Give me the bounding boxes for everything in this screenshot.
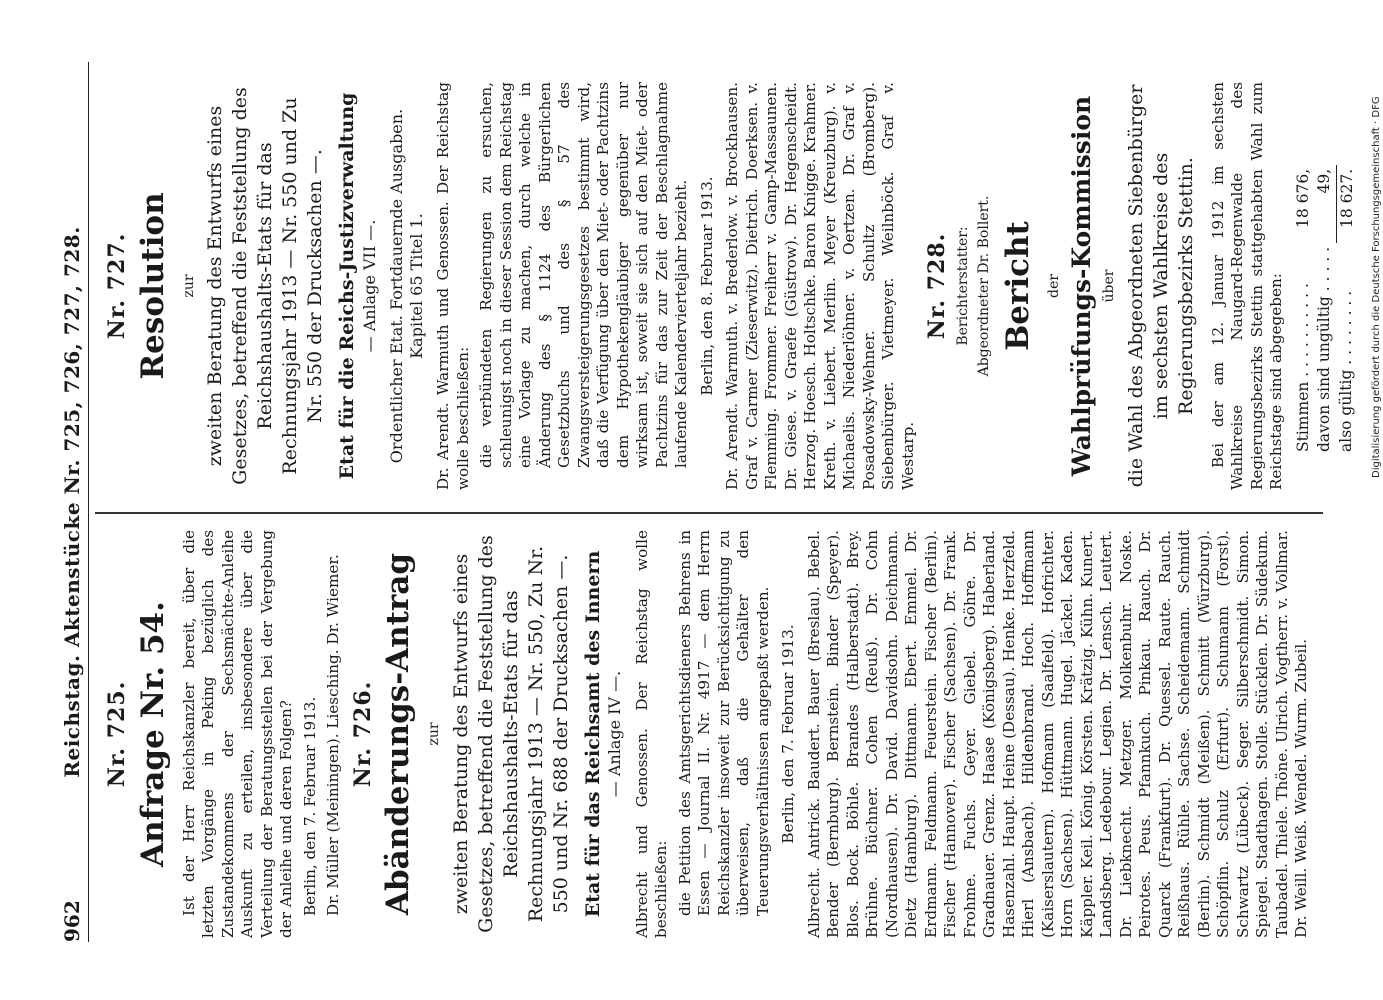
motion-intro: Dr. Arendt. Warmuth und Genossen. Der Reichstag wolle beschließen: [434,82,472,490]
signers: Dr. Arendt. Warmuth. v. Brederlow. v. Brockhausen. Graf v. Carmer (Zieserwitz). Dietrich. Doerksen. v. Flemming. Frommer. Freiherr v. Gamp-Massaunen. Dr. Giese. v. Graefe (Güstrow). Dr. Hegenscheidt. Herzog. Hoesch. Holtschke. Baron Knigge. Krahmer. Kreth. v. Liebert. Merlin. Meyer (Kreuzburg). v. Michaelis. Niederlöhner. v. Oertzen. Dr. Graf v. Posadowsky-Wehner. Schultz (Bromberg). Siebenbürger. Vietmeyer. Weilnböck. Graf v. Westarp. [723,82,917,490]
vote-row [1336,165,1358,456]
section-number: Nr. 728. [924,232,950,340]
signers: Albrecht. Antrick. Baudert. Bauer (Breslau). Bebel. Bender (Bernburg). Bernstein. Binder (Speyer). Blos. Bock. Böhle. Brandes (Halberstadt). Brey. Brühne. Büchner. Cohen (Reuß). Dr. Cohn (Nordhausen). Dr. David. Davidsohn. Deichmann. Dietz (Hamburg). Dittmann. Ebert. Emmel. Dr. Erdmann. Feldmann. Feuerstein. Fischer (Berlin). Fischer (Hannover). Fischer (Sachsen). Dr. Frank. Frohme. Fuchs. Geyer. Giebel. Göhre. Dr. Gradnauer. Grenz. Haase (Königsberg). Haberland. Hasenzahl. Haupt. Heine (Dessau). Henke. Herzfeld. Hierl (Ansbach). Hildenbrand. Hoch. Hoffmann (Kaiserslautern). Hofmann (Saalfeld). Hofrichter. Horn (Sachsen). Hüttmann. Hugel. Jäckel. Kaden. Käppler. Keil. König. Körsten. Krätzig. Kühn. Kunert. Landsberg. Ledebour. Legien. Dr. Lensch. Leutert. Dr. Liebknecht. Metzger. Molkenbuhr. Noske. Peirotes. Peus. Pfannkuch. Pinkau. Rauch. Dr. Quarck (Frankfurt). Dr. Quessel. Raute. Rauch. Reißhaus. Rühle. Sachse. Scheidemann. Schmidt (Berlin). Schmidt (Meißen). Schmitt (Würzburg). Schöpflin. Schulz (Erfurt). Schumann (Forst). Schwartz (Lübeck). Seger. Silberschmidt. Simon. Spiegel. Stadthagen. Stolle. Stücklen. Dr. Südekum. Taubadel. Thiele. Thöne. Ulrich. Vogtherr. v. Vollmar. Dr. Weill. Weiß. Wendel. Wurm. Zubeil. [804,530,1310,938]
running-title: Reichstag. Aktenstücke Nr. 725, 726, 727, 728. [60,226,84,778]
section-nr725 [104,530,344,938]
zur-label: zur [180,274,197,298]
vote-label: davon sind ungültig . . . . . [1315,246,1334,452]
section-nr727 [104,82,918,490]
ueber-label: über [1101,269,1117,303]
vote-table [1293,165,1359,456]
reporter-label: Berichterstatter: [954,226,971,346]
etat-heading: Etat für das Reichsamt des Innern [581,550,604,918]
section-nr726 [349,530,1312,938]
date-line: Berlin, den 8. Februar 1913. [697,176,716,396]
vote-value: 18 627. [1336,165,1358,243]
etat-heading: Etat für die Reichs-Justizverwaltung [336,92,358,480]
motion-text: die verbündeten Regierungen zu ersuchen, schleunigst noch in dieser Session dem Reichstag eine Vorlage zu machen, durch welche in Änderung des § 1124 des Bürgerlichen Gesetzbuchs und des § 57 des Zwangsversteigerungsgesetzes bestimmt wird, daß die Verfügung über den Miet- oder Pachtzins dem Hypothekengläubiger gegenüber nur wirksam ist, soweit sie sich auf den Miet- oder Pachtzins für das zur Zeit der Beschlagnahme laufende Kalendervierteljahr bezieht. [477,82,690,468]
vote-label: also gültig . . . . . . . . [1337,290,1356,452]
date-line: Berlin, den 7. Februar 1913. [300,696,319,916]
dfg-margin-note [1367,12,1383,482]
section-number: Nr. 726. [349,680,376,788]
date-line: Berlin, den 7. Februar 1913. [779,624,797,844]
anlage-label: — Anlage IV —. [605,670,624,798]
vote-row [1314,165,1336,456]
der-label: der [1045,274,1062,298]
vote-value: 18 676, [1293,168,1312,229]
section-subtitle: zweiten Beratung des Entwurfs eines Gesetzes, betreffend die Feststellung des Reichshaushalts-Etats für das Rechnungsjahr 1913 — Nr. 550, Zu Nr. 550 und Nr. 688 der Drucksachen —. [449,535,572,933]
section-title: Abänderungs-Antrag [380,552,416,916]
motion-text: die Petition des Amtsgerichtsdieners Behrens in Essen — Journal II. Nr. 4917 — dem Herrn Reichskanzler insoweit zur Berücksichtigung zu überweisen, daß die Gehälter den Teuerungsverhältnissen angepaßt werden. [675,530,772,916]
page-number: 962 [60,900,84,942]
section-number: Nr. 725. [104,680,130,788]
column-divider [95,512,1323,514]
vote-row [1293,165,1315,456]
margin-note-text: Digitalisierung gefördert durch die Deutsche Forschungsgemeinschaft · DFG [1371,96,1382,478]
vote-label: Stimmen . . . . . . . . . . [1293,283,1312,452]
left-column [98,530,1316,938]
signers: Dr. Müller (Meiningen). Liesching. Dr. Wiemer. [324,554,342,916]
section-subtitle: zweiten Beratung des Entwurfs eines Gesetzes, betreffend die Feststellung des Reichshaushalts-Etats für das Rechnungsjahr 1913 — Nr. 550 und Zu Nr. 550 der Drucksachen —. [204,87,326,485]
reporter-name: Abgeordneter Dr. Bollert. [976,195,992,377]
anlage-label: — Anlage VII —. [359,219,379,353]
budget-reference: Ordentlicher Etat. Fortdauernde Ausgaben. Kapitel 65 Titel 1. [387,108,426,464]
section-title: Anfrage Nr. 54. [134,601,171,867]
page-header [58,62,89,942]
section-title: Bericht [999,221,1036,351]
report-text: Bei der am 12. Januar 1912 im sechsten Wahlkreise Naugard-Regenwalde des Regierungsbezirks Stettin stattgehabten Wahl zum Reichstage sind abgegeben: [1208,82,1285,490]
right-column [98,82,1358,490]
vote-value: 49, [1315,168,1333,194]
zur-label: zur [426,722,442,746]
motion-intro: Albrecht und Genossen. Der Reichstag wolle beschließen: [632,530,670,938]
section-nr728 [924,82,1358,490]
commission-name: Wahlprüfungs-Kommission [1067,95,1096,477]
inquiry-text: Ist der Herr Reichskanzler bereit, über die letzten Vorgänge in Peking bezüglich des Zustandekommens der Sechsmächte-Anleihe Auskunft zu erteilen, insbesondere über die Verteilung der Beratungsstellen bei der Vergebung der Anleihe und deren Folgen? [179,530,295,938]
report-subject: die Wahl des Abgeordneten Siebenbürger im sechsten Wahlkreise des Regierungsbezirks Stettin. [1124,84,1197,488]
section-title: Resolution [134,192,171,380]
section-number: Nr. 727. [104,232,130,340]
